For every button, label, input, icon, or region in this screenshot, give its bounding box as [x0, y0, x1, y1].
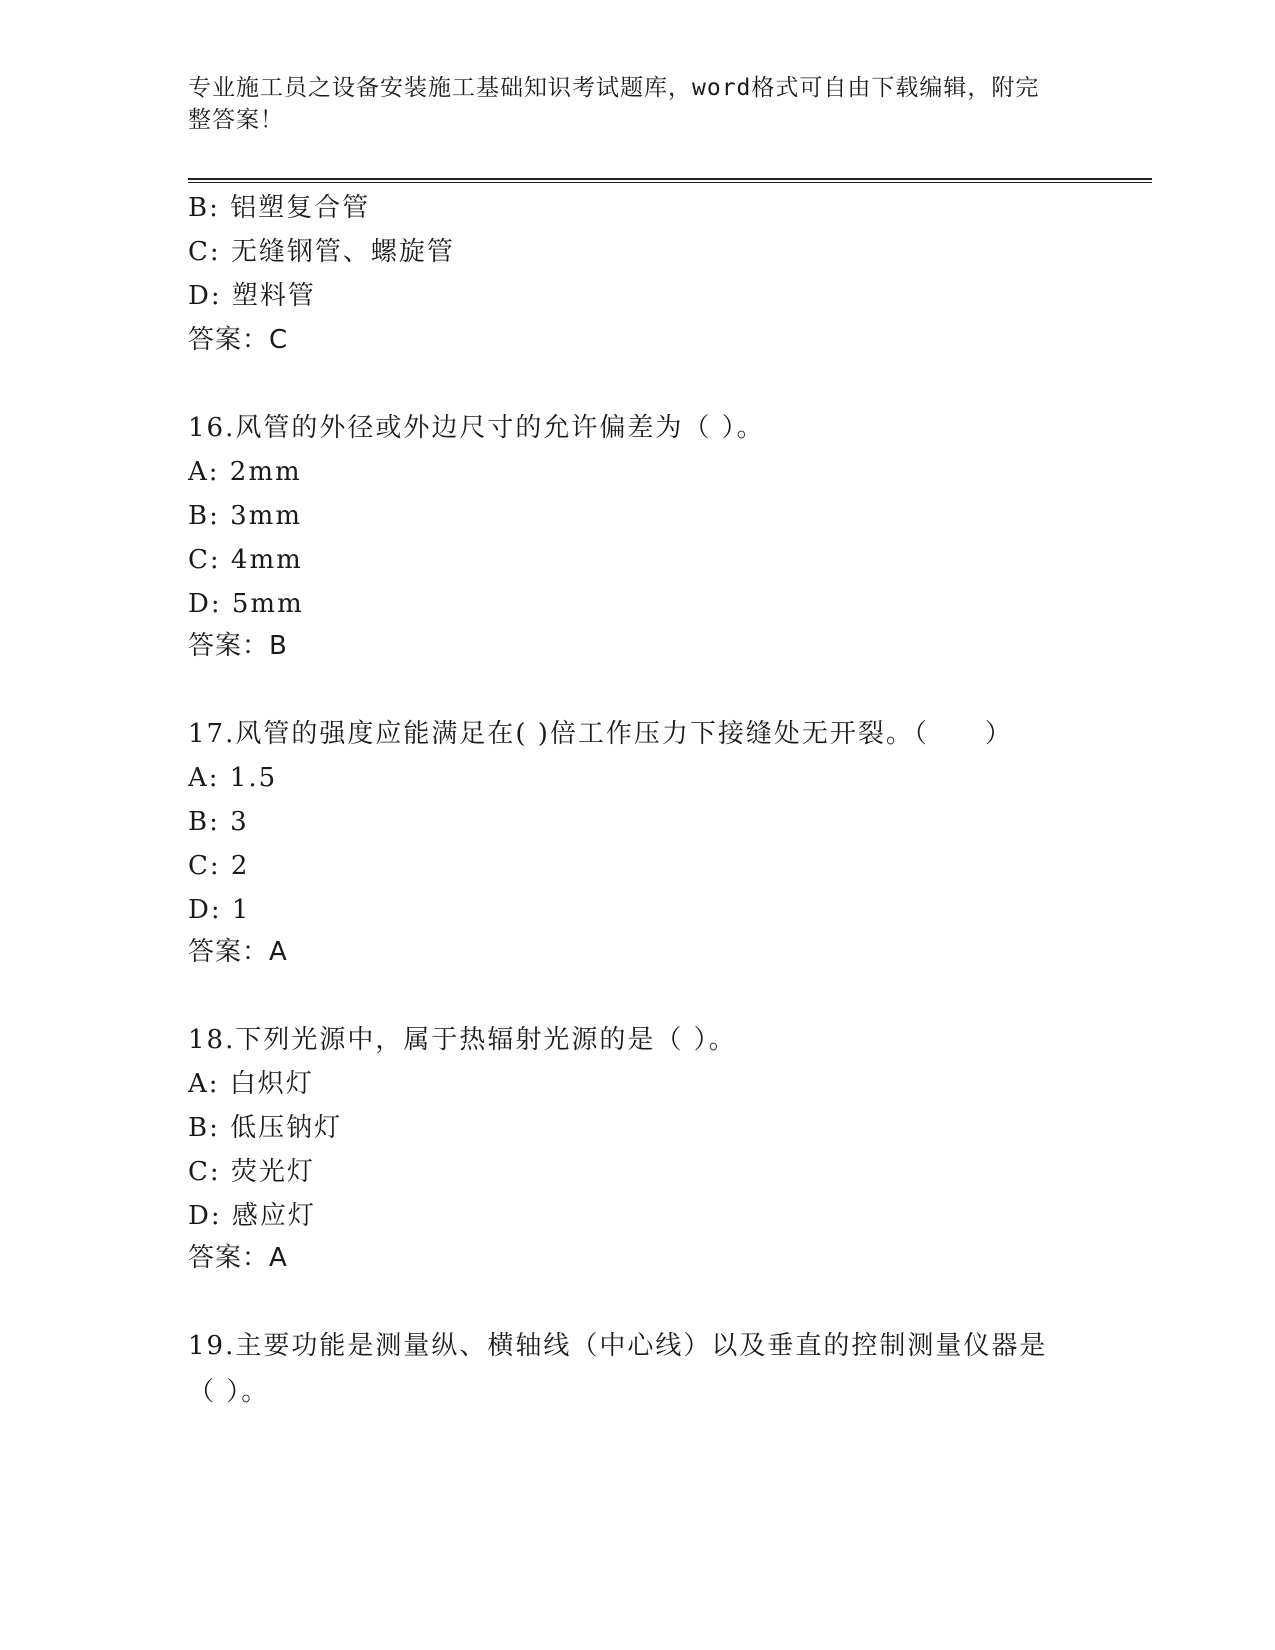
header-line-2: 整答案！	[188, 107, 284, 133]
question-19-line-1: 19.主要功能是测量纵、横轴线（中心线）以及垂直的控制测量仪器是	[188, 1331, 1048, 1361]
option-d: D: 塑料管	[188, 281, 316, 311]
question-19-line-2: （ ）。	[188, 1377, 270, 1407]
option-a: A: 1.5	[188, 763, 278, 793]
option-b: B: 低压钠灯	[188, 1113, 343, 1143]
option-a: A: 2mm	[188, 457, 302, 487]
option-c: C: 荧光灯	[188, 1157, 315, 1187]
answer-line: 答案：A	[188, 937, 288, 967]
answer-line: 答案：B	[188, 631, 288, 661]
header-divider-thin	[188, 182, 1152, 183]
header-line-1: 专业施工员之设备安装施工基础知识考试题库，word格式可自由下载编辑，附完	[188, 75, 1040, 101]
option-c: C: 2	[188, 851, 250, 881]
answer-line: 答案：A	[188, 1243, 288, 1273]
option-b: B: 3	[188, 807, 249, 837]
option-d: D: 1	[188, 895, 251, 925]
option-b: B: 3mm	[188, 501, 302, 531]
option-d: D: 5mm	[188, 589, 304, 619]
question-17: 17.风管的强度应能满足在( )倍工作压力下接缝处无开裂。（ ）	[188, 719, 1013, 749]
option-d: D: 感应灯	[188, 1201, 316, 1231]
option-a: A: 白炽灯	[188, 1069, 314, 1099]
option-b: B: 铝塑复合管	[188, 193, 371, 223]
option-c: C: 4mm	[188, 545, 303, 575]
question-18: 18.下列光源中，属于热辐射光源的是（ ）。	[188, 1025, 737, 1055]
answer-line: 答案：C	[188, 325, 289, 355]
header-divider-thick	[188, 178, 1152, 180]
option-c: C: 无缝钢管、螺旋管	[188, 237, 455, 267]
document-header	[188, 72, 1068, 136]
question-16: 16.风管的外径或外边尺寸的允许偏差为（ ）。	[188, 413, 765, 443]
